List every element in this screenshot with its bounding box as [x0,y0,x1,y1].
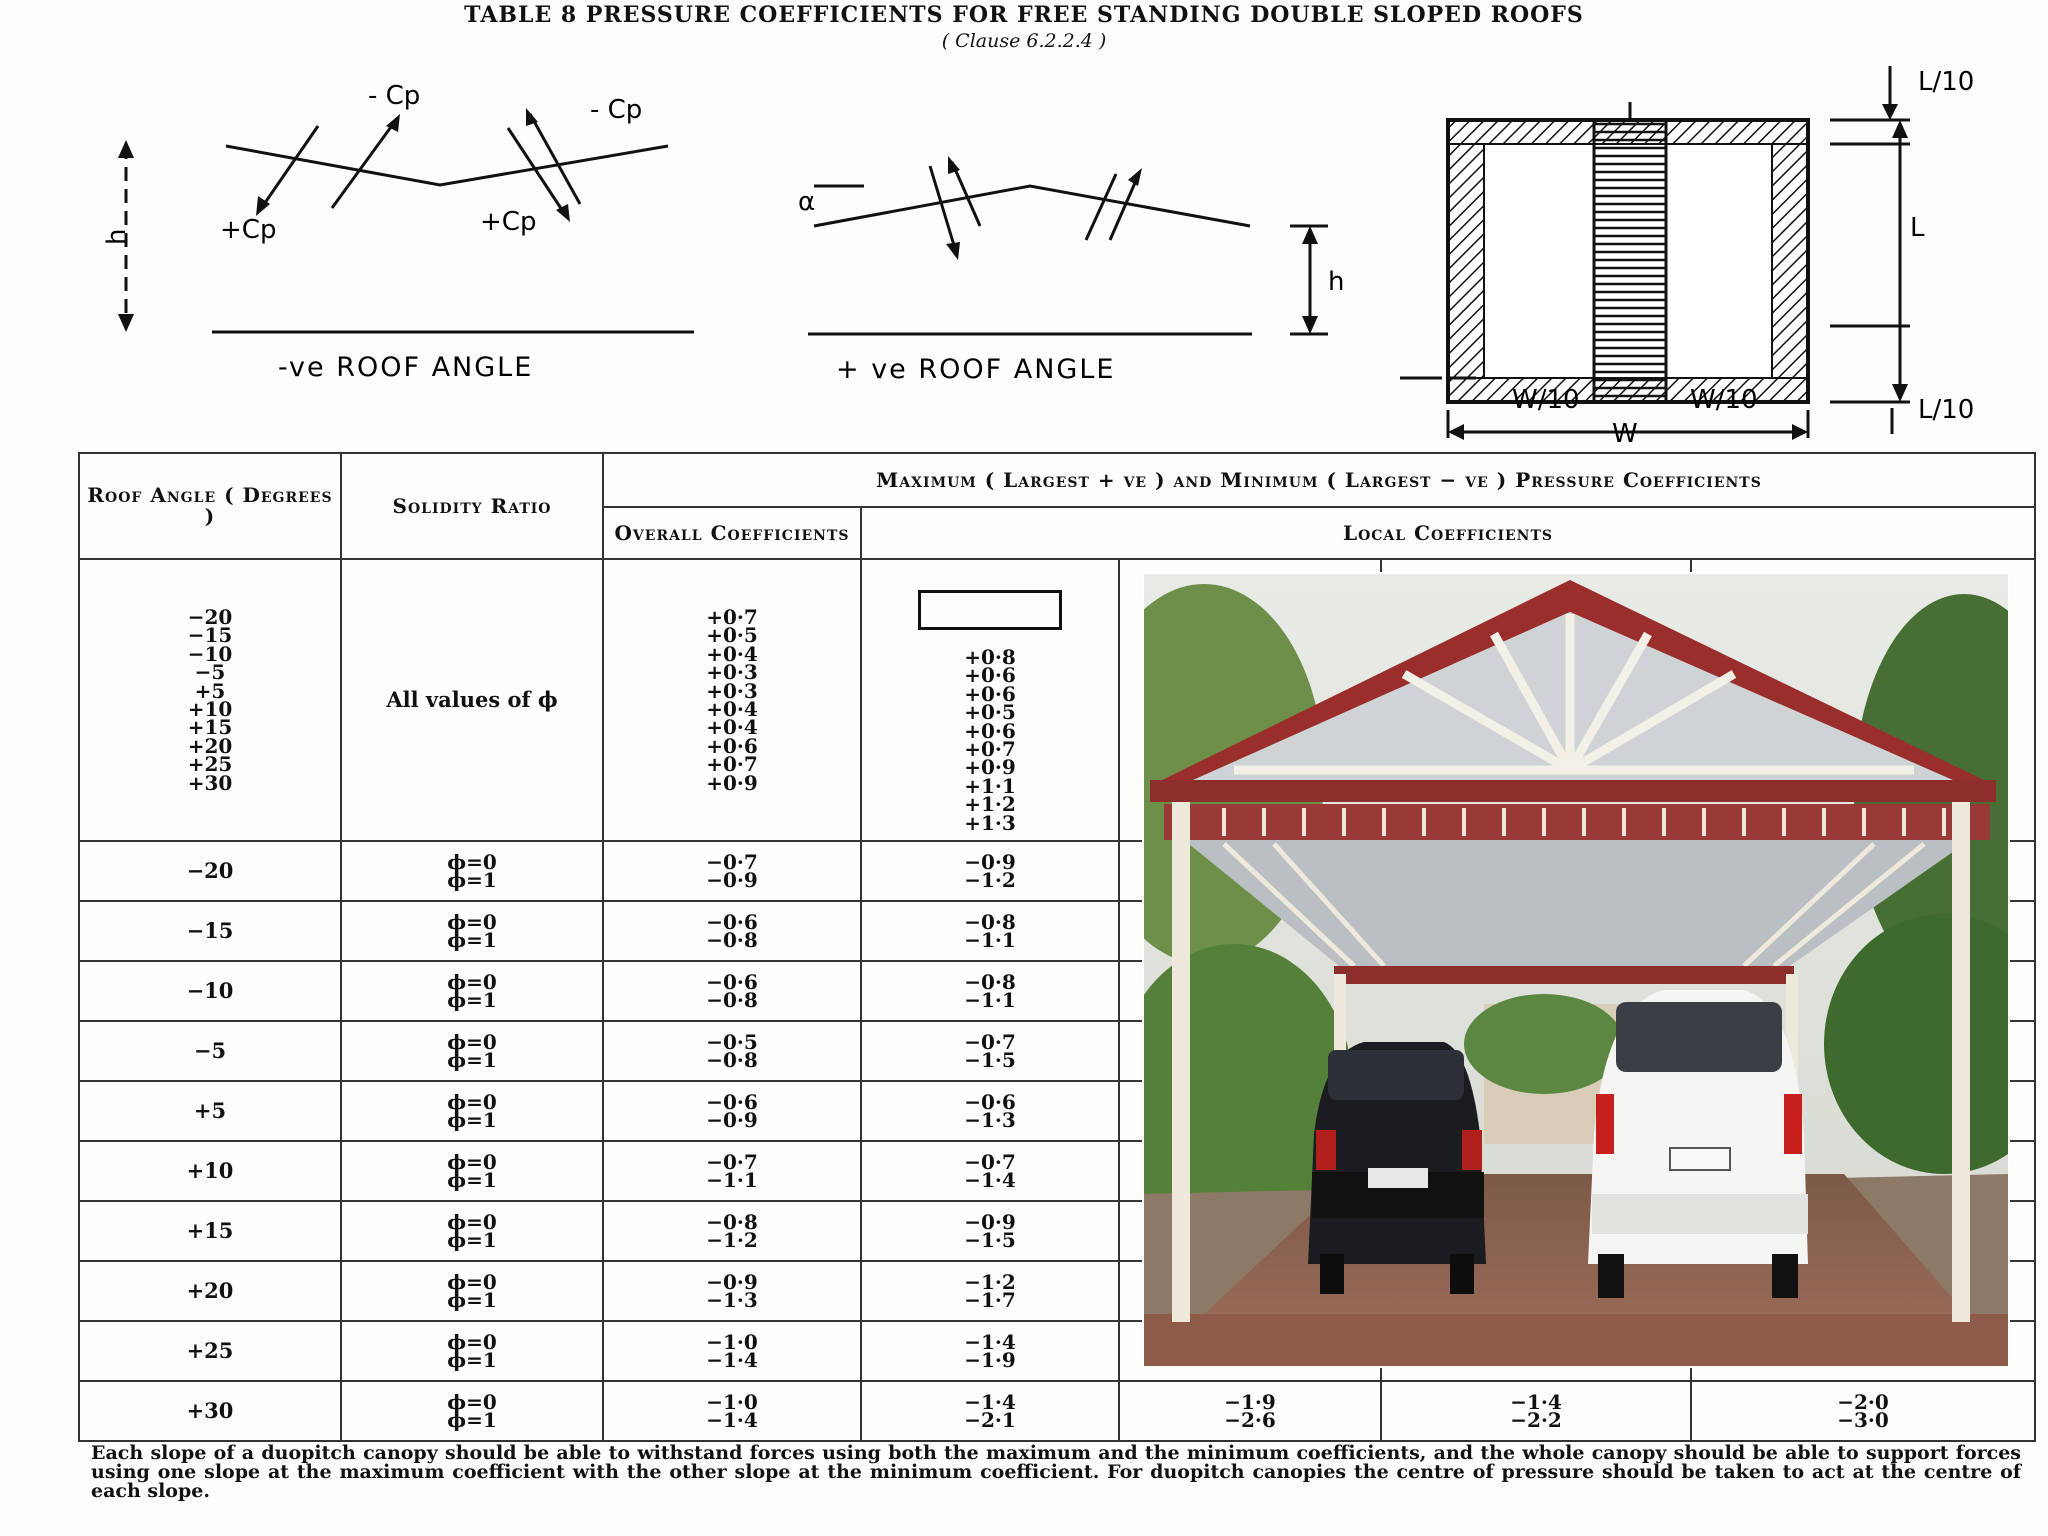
overall-cell [603,1081,861,1141]
L10-label-bottom: L/10 [1918,395,1975,425]
local1-values [862,969,1118,1012]
h-label: h [102,228,132,245]
local2-values [1120,1389,1380,1432]
local3-values [1382,1389,1690,1432]
local1-cell [861,1201,1119,1261]
solidity-cell [341,1201,603,1261]
value: +10 [187,697,233,721]
roof-angle-cell: +20 [79,1261,341,1321]
value: −0·7 [964,1029,1016,1054]
carport-illustration [1144,574,2008,1366]
pos-roof-angle-diagram [780,140,1400,390]
angle-list [80,605,340,795]
solidity-cell [341,1081,603,1141]
value: +0·6 [706,733,758,758]
dark-car [1308,1042,1486,1294]
value: +1·1 [964,773,1016,798]
neg-roof-angle-label: -ve ROOF ANGLE [278,352,534,383]
value: +30 [187,770,233,795]
local1-cell [861,1021,1119,1081]
phi0: ϕ=0 [447,1209,497,1234]
overall-cell [603,1201,861,1261]
value: −1·4 [964,1389,1016,1414]
solidity-cell [341,1381,603,1441]
value: +0·8 [964,645,1016,670]
solidity-cell [341,1141,603,1201]
angle-list-cell [79,559,341,841]
roof-angle-cell: +30 [79,1381,341,1441]
header-row-1 [79,453,2035,507]
table-note: Each slope of a duopitch canopy should be able to withstand forces using both the maximum and the minimum coefficients, and the whole canopy should be able to support forces using one slope at the maximum coefficient with the other slope at the minimum coefficient. For duopitch canopies the centre of pressure should be taken to act at the centre of each slope. [91,1442,2021,1502]
carport-photo [1142,572,2010,1368]
solidity-all-cell: All values of ϕ [341,559,603,841]
value: +0·4 [706,697,758,721]
overall-values [604,969,860,1012]
phi1: ϕ=1 [447,928,497,952]
phi1: ϕ=1 [447,1288,497,1312]
value: −20 [187,605,233,630]
value: +1·2 [964,792,1016,817]
value: −2·0 [1837,1389,1889,1414]
W10-label-right: W/10 [1690,385,1758,415]
plus-cp-label-right: +Cp [480,207,537,237]
L10-label-top: L/10 [1918,67,1975,97]
value: −0·9 [964,1209,1016,1234]
phi0: ϕ=0 [447,1149,497,1174]
value: −3·0 [1837,1408,1889,1432]
value: −0·6 [706,909,758,934]
minus-cp-label-right: - Cp [590,95,643,125]
value: +0·6 [964,663,1016,688]
value: −0·5 [706,1029,758,1054]
local1-values [862,1029,1118,1072]
pos-roof-angle-label: + ve ROOF ANGLE [836,354,1116,385]
overall-header: Overall Coefficients [603,507,861,559]
value: +0·6 [964,681,1016,706]
value: +0·4 [706,715,758,740]
local1-cell [861,901,1119,961]
local1-cell [861,961,1119,1021]
value: −0·6 [706,969,758,994]
value: −1·2 [706,1228,758,1252]
value: +0·7 [964,737,1016,762]
overall-values [604,1329,860,1372]
value: −1·1 [964,928,1016,952]
local1-cell [861,1261,1119,1321]
local1-values [862,1389,1118,1432]
local-header: Local Coefficients [861,507,2035,559]
value: −1·9 [964,1348,1016,1372]
local1-values [862,1209,1118,1252]
phi1: ϕ=1 [447,1108,497,1132]
phi1: ϕ=1 [447,1168,497,1192]
value: +0·3 [706,678,758,703]
value: +0·5 [964,700,1016,725]
L-label: L [1910,213,1925,243]
value: +25 [187,752,233,777]
value: −1·4 [706,1408,758,1432]
roof-angle-cell: +15 [79,1201,341,1261]
value: +0·3 [706,660,758,685]
phi0: ϕ=0 [447,849,497,874]
value: −1·4 [1510,1389,1562,1414]
solidity-cell [341,1321,603,1381]
value: −0·7 [706,849,758,874]
value: −1·3 [706,1288,758,1312]
overall-values [604,909,860,952]
phi1: ϕ=1 [447,1048,497,1072]
value: +0·9 [964,755,1016,780]
table-title: TABLE 8 PRESSURE COEFFICIENTS FOR FREE STANDING DOUBLE SLOPED ROOFS [464,2,1584,28]
phi0: ϕ=0 [447,909,497,934]
overall-values [604,1269,860,1312]
value: −1·2 [964,868,1016,892]
max-min-header: Maximum ( Largest + ve ) and Minimum ( Largest − ve ) Pressure Coefficients [603,453,2035,507]
overall-values [604,849,860,892]
value: +5 [194,678,226,703]
phi0: ϕ=0 [447,1089,497,1114]
phi1: ϕ=1 [447,1228,497,1252]
value: −15 [187,623,233,648]
value: +0·9 [706,770,758,795]
roof-angle-cell: +10 [79,1141,341,1201]
value: −1·5 [964,1228,1016,1252]
value: −10 [187,641,233,666]
value: +15 [187,715,233,740]
roof-angle-header: Roof Angle ( Degrees ) [79,453,341,559]
value: −1·2 [964,1269,1016,1294]
solidity-cell [341,901,603,961]
value: −0·9 [706,868,758,892]
value: −0·8 [706,1048,758,1072]
overall-values [604,1149,860,1192]
local4-cell [1691,1381,2035,1441]
phi0: ϕ=0 [447,1029,497,1054]
value: −1·5 [964,1048,1016,1072]
overall-cell [603,961,861,1021]
value: −0·7 [964,1149,1016,1174]
solidity-header: Solidity Ratio [341,453,603,559]
value: −5 [194,660,226,685]
value: +0·7 [706,605,758,630]
value: −1·3 [964,1108,1016,1132]
phi1: ϕ=1 [447,988,497,1012]
local1-cell [861,1081,1119,1141]
value: −1·7 [964,1288,1016,1312]
local1-values [862,1149,1118,1192]
overall-positive-cell [603,559,861,841]
value: −0·9 [706,1108,758,1132]
value: −0·6 [706,1089,758,1114]
value: −0·9 [964,849,1016,874]
local1-values [862,1089,1118,1132]
plus-cp-label-left: +Cp [220,215,277,245]
white-suv [1588,990,1808,1298]
overall-values [604,1389,860,1432]
roof-angle-cell: −10 [79,961,341,1021]
table-row [79,1381,2035,1441]
value: −0·9 [706,1269,758,1294]
value: −1·0 [706,1329,758,1354]
value: −0·8 [706,928,758,952]
phi0: ϕ=0 [447,1329,497,1354]
local-zone-rect [918,590,1062,630]
local1-cell [861,1141,1119,1201]
local1-positive-cell [861,559,1119,841]
value: +0·5 [706,623,758,648]
value: −1·4 [964,1329,1016,1354]
local1-values [862,909,1118,952]
value: +0·6 [964,718,1016,743]
overall-cell [603,1381,861,1441]
value: +0·4 [706,641,758,666]
neg-roof-angle-diagram [100,70,720,390]
value: −2·2 [1510,1408,1562,1432]
value: −0·8 [706,1209,758,1234]
minus-cp-label-left: - Cp [368,81,421,111]
overall-values [604,1029,860,1072]
value: +20 [187,733,233,758]
local1-values [862,1329,1118,1372]
W-label: W [1612,419,1638,448]
roof-angle-cell: +5 [79,1081,341,1141]
overall-positive-list [604,605,860,795]
local1-cell [861,841,1119,901]
h-label-2: h [1328,267,1345,297]
value: −2·1 [964,1408,1016,1432]
local1-cell [861,1321,1119,1381]
alpha-label: α [798,187,816,217]
local4-values [1692,1389,2034,1432]
overall-cell [603,901,861,961]
overall-cell [603,1021,861,1081]
value: +0·7 [706,752,758,777]
value: +1·3 [964,810,1016,835]
value: −1·0 [706,1389,758,1414]
value: −0·8 [964,969,1016,994]
phi1: ϕ=1 [447,1408,497,1432]
overall-cell [603,1141,861,1201]
value: −2·6 [1224,1408,1276,1432]
overall-values [604,1209,860,1252]
phi1: ϕ=1 [447,1348,497,1372]
roof-angle-cell: +25 [79,1321,341,1381]
phi0: ϕ=0 [447,969,497,994]
local3-cell [1381,1381,1691,1441]
plan-view-diagram [1390,58,2010,448]
solidity-cell [341,841,603,901]
overall-values [604,1089,860,1132]
solidity-cell [341,1021,603,1081]
roof-angle-cell: −5 [79,1021,341,1081]
value: −0·8 [706,988,758,1012]
overall-cell [603,1261,861,1321]
clause-reference: ( Clause 6.2.2.4 ) [941,30,1107,52]
value: −0·6 [964,1089,1016,1114]
value: −1·1 [964,988,1016,1012]
solidity-cell [341,1261,603,1321]
value: −1·1 [706,1168,758,1192]
phi1: ϕ=1 [447,868,497,892]
value: −0·8 [964,909,1016,934]
solidity-cell [341,961,603,1021]
phi0: ϕ=0 [447,1269,497,1294]
value: −0·7 [706,1149,758,1174]
local1-positive-list [862,645,1118,835]
value: −1·9 [1224,1389,1276,1414]
overall-cell [603,841,861,901]
W10-label-left: W/10 [1512,385,1580,415]
value: −1·4 [964,1168,1016,1192]
roof-angle-cell: −20 [79,841,341,901]
value: −1·4 [706,1348,758,1372]
overall-cell [603,1321,861,1381]
roof-angle-cell: −15 [79,901,341,961]
local2-cell [1119,1381,1381,1441]
local1-values [862,849,1118,892]
phi0: ϕ=0 [447,1389,497,1414]
local1-values [862,1269,1118,1312]
local1-cell [861,1381,1119,1441]
